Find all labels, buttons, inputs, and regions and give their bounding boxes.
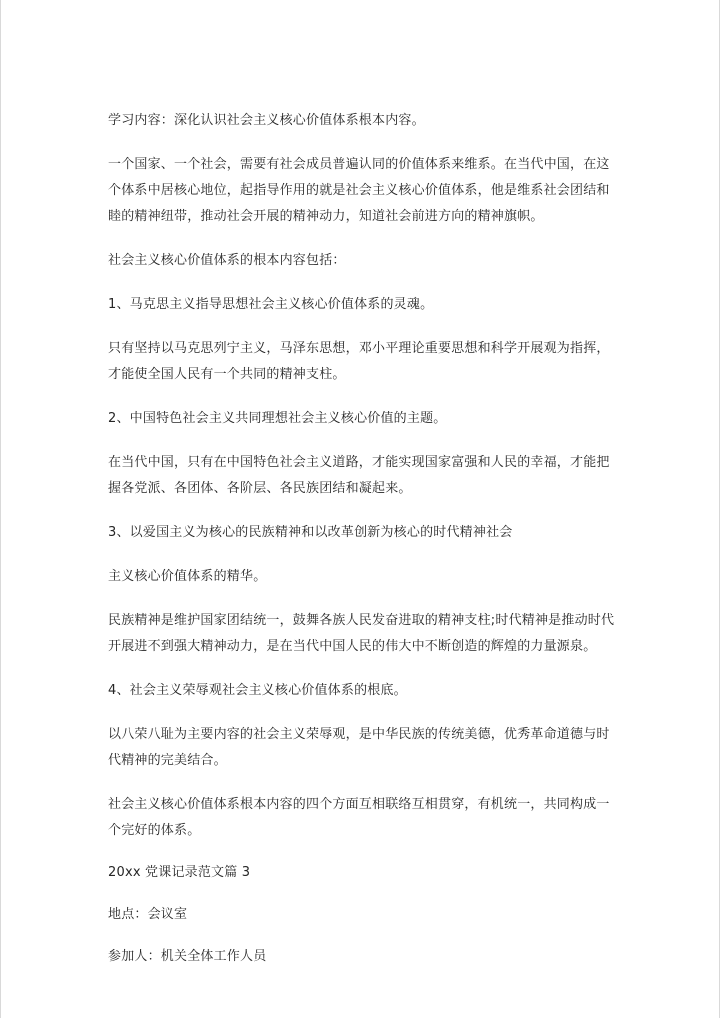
paragraph-point-4-heading: 4、社会主义荣辱观社会主义核心价值体系的根底。 bbox=[108, 683, 407, 698]
document-body bbox=[108, 108, 620, 970]
paragraph-point-2-text: 在当代中国，只有在中国特色社会主义道路，才能实现国家富强和人民的幸福，才能把握各党派、各团体、各阶层、各民族团结和凝起来。 bbox=[108, 455, 610, 496]
paragraph-point-3-heading-continued: 主义核心价值体系的精华。 bbox=[108, 569, 267, 584]
paragraph-point-4-text: 以八荣八耻为主要内容的社会主义荣辱观，是中华民族的传统美德，优秀革命道德与时代精神的完美结合。 bbox=[108, 727, 610, 768]
paragraph-study-content: 学习内容：深化认识社会主义核心价值体系根本内容。 bbox=[108, 113, 425, 128]
section-title: 20xx 党课记录范文篇 3 bbox=[108, 865, 251, 880]
meeting-location: 地点：会议室 bbox=[108, 907, 188, 922]
paragraph-point-1-heading: 1、马克思主义指导思想社会主义核心价值体系的灵魂。 bbox=[108, 297, 434, 312]
paragraph-point-3-heading: 3、以爱国主义为核心的民族精神和以改革创新为核心的时代精神社会 bbox=[108, 525, 513, 540]
paragraph-point-2-heading: 2、中国特色社会主义共同理想社会主义核心价值的主题。 bbox=[108, 411, 447, 426]
paragraph-basic-content-heading: 社会主义核心价值体系的根本内容包括： bbox=[108, 253, 346, 268]
paragraph-point-3-text: 民族精神是维护国家团结统一，鼓舞各族人民发奋进取的精神支柱;时代精神是推动时代开展进不到强大精神动力，是在当代中国人民的伟大中不断创造的辉煌的力量源泉。 bbox=[108, 613, 615, 654]
paragraph-value-system-intro: 一个国家、一个社会，需要有社会成员普遍认同的价值体系来维系。在当代中国，在这个体系中居核心地位，起指导作用的就是社会主义核心价值体系，他是维系社会团结和睦的精神纽带，推动社会开展的精神动力，知道社会前进方向的精神旗帜。 bbox=[108, 157, 610, 224]
paragraph-summary: 社会主义核心价值体系根本内容的四个方面互相联络互相贯穿，有机统一，共同构成一个完好的体系。 bbox=[108, 797, 610, 838]
meeting-participants: 参加人：机关全体工作人员 bbox=[108, 949, 267, 964]
paragraph-point-1-text: 只有坚持以马克思列宁主义，马泽东思想，邓小平理论重要思想和科学开展观为指挥，才能使全国人民有一个共同的精神支柱。 bbox=[108, 341, 610, 382]
